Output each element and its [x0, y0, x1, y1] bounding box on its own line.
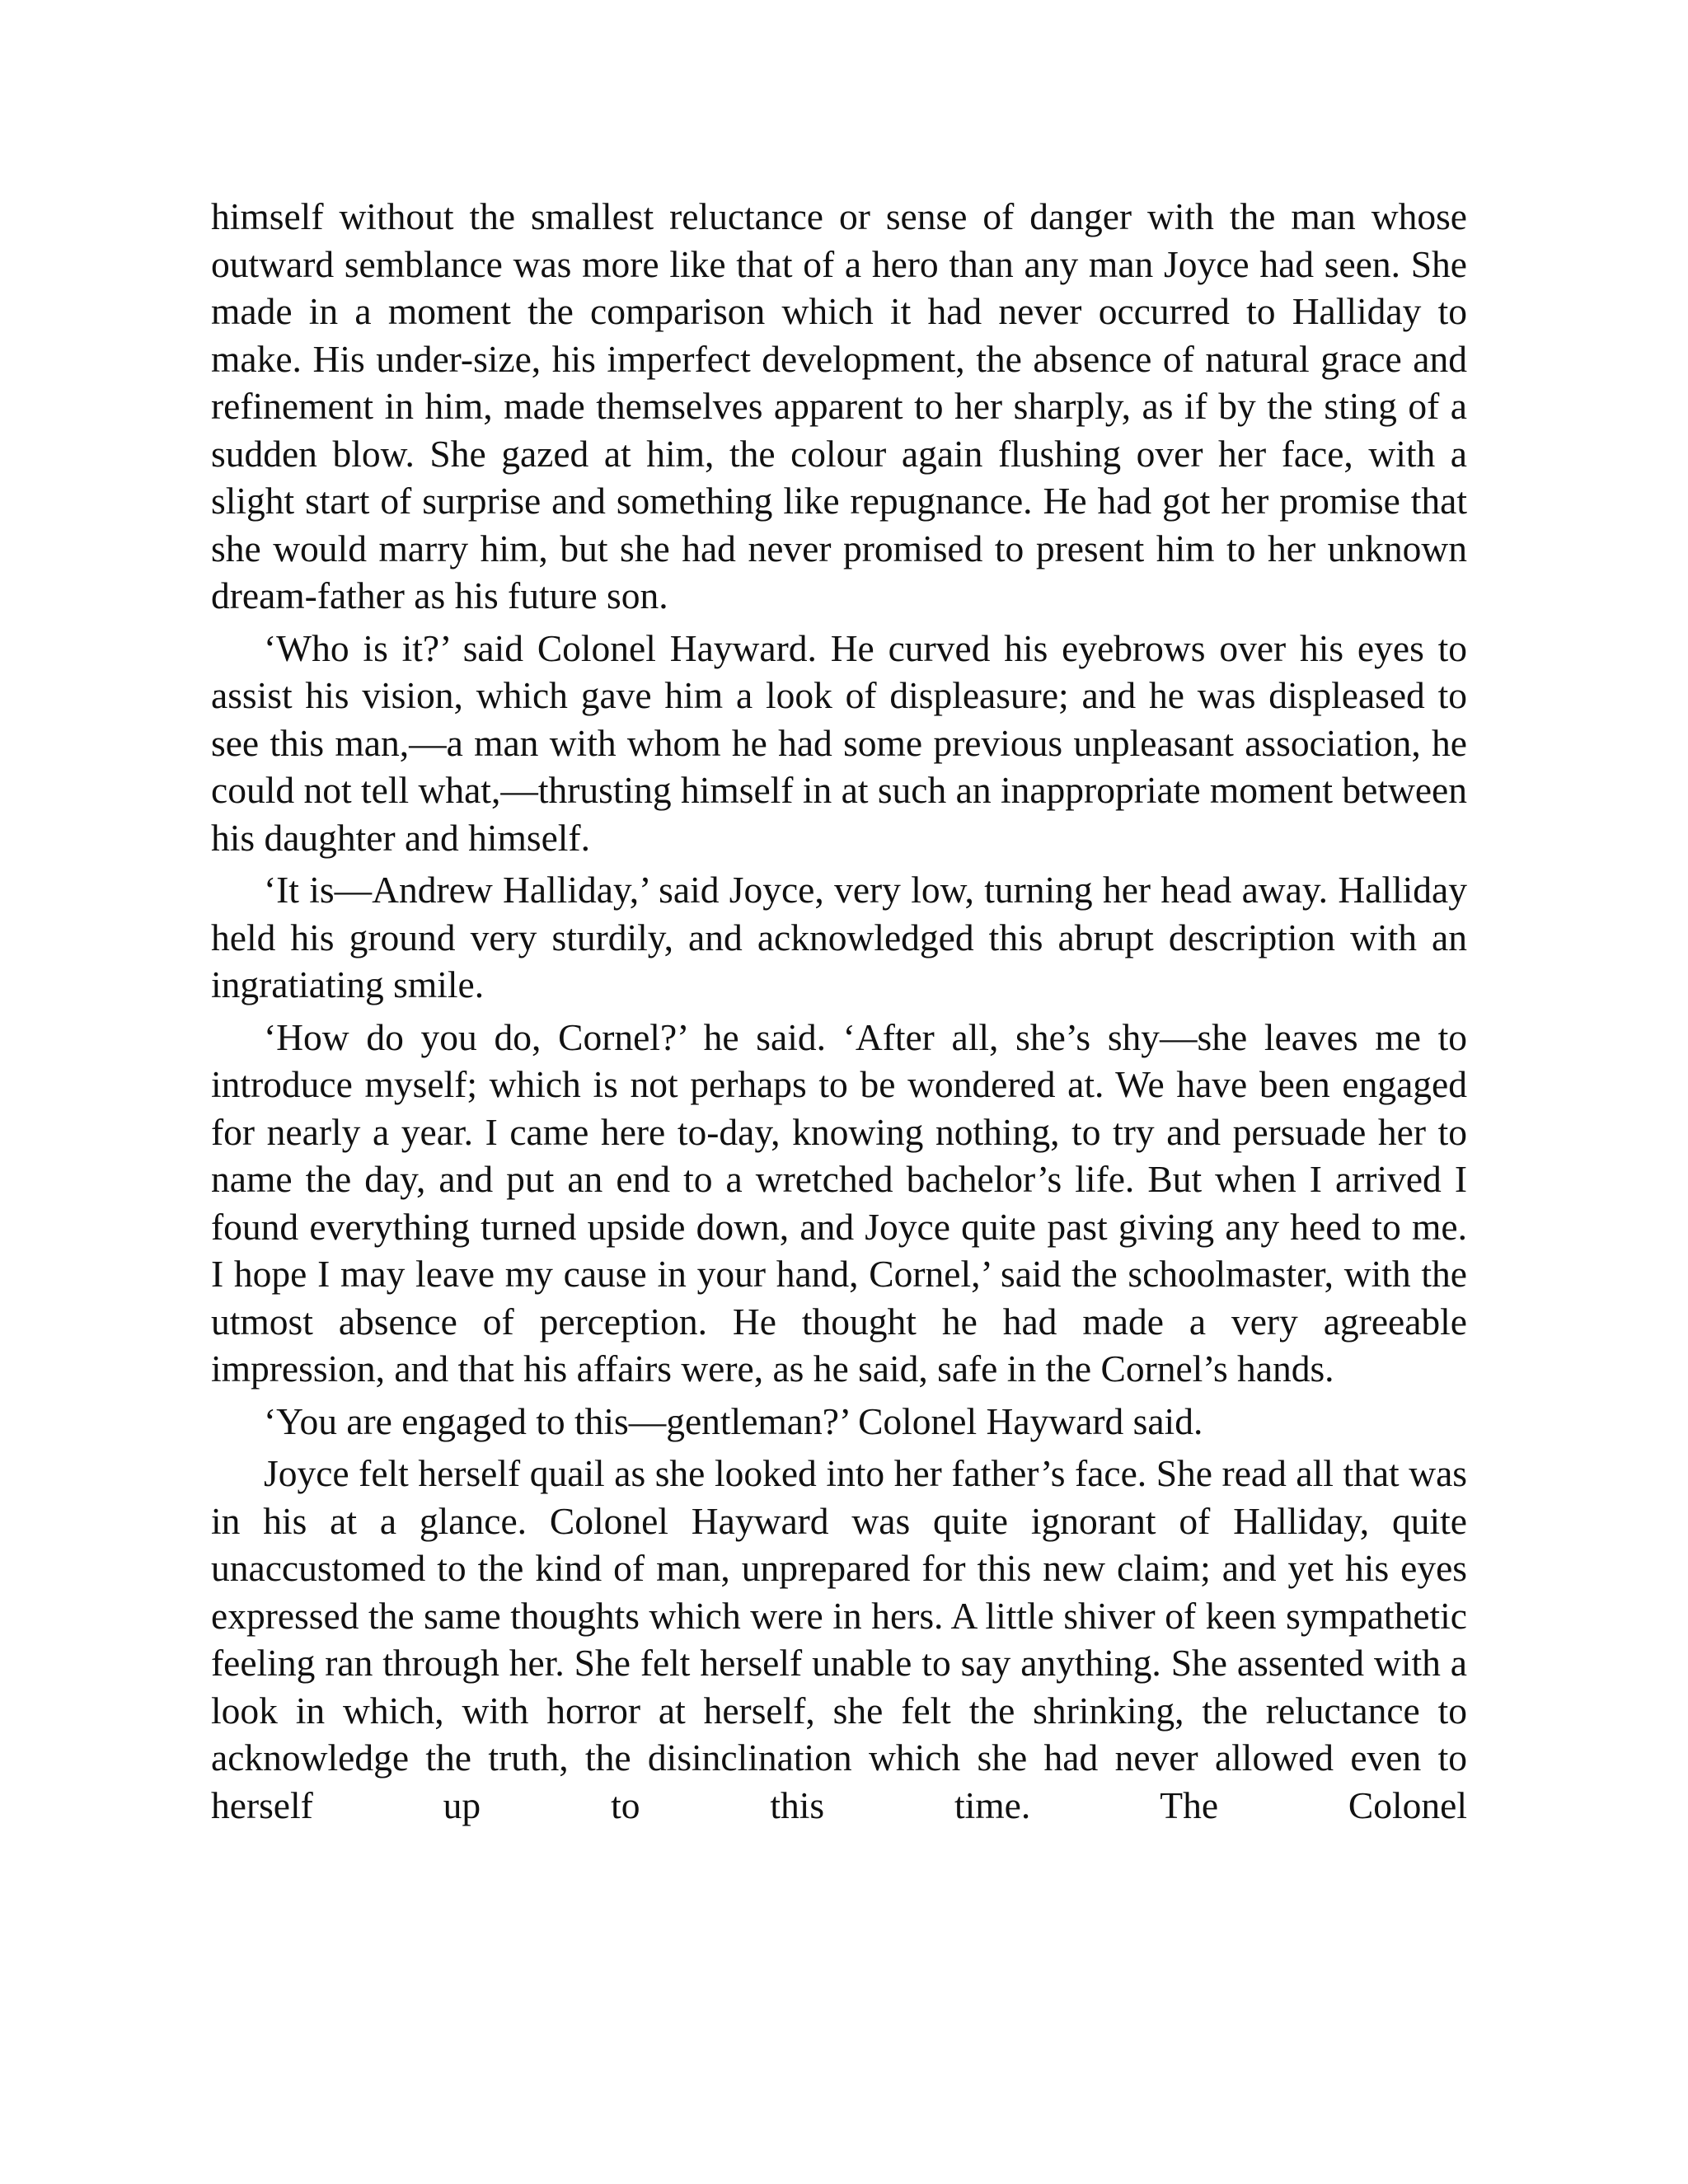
- paragraph-4: ‘How do you do, Cornel?’ he said. ‘After all, she’s shy—she leaves me to introduce myself; which is not perhaps to be wondered at. We have been engaged for nearly a year. I came here to-day, knowing nothing, to try and persuade her to name the day, and put an end to a wretched bachelor’s life. But when I arrived I found everything turned upside down, and Joyce quite past giving any heed to me. I hope I may leave my cause in your hand, Cornel,’ said the schoolmaster, with the utmost absence of perception. He thought he had made a very agreeable impression, and that his affairs were, as he said, safe in the Cornel’s hands.: [211, 1015, 1467, 1390]
- paragraph-6: Joyce felt herself quail as she looked into her father’s face. She read all that was in his at a glance. Colonel Hayward was quite ignorant of Halliday, quite unaccustomed to the kind of man, unprepared for this new claim; and yet his eyes expressed the same thoughts which were in hers. A little shiver of keen sympathetic feeling ran through her. She felt herself unable to say anything. She assented with a look in which, with horror at herself, she felt the shrinking, the reluctance to acknowledge the truth, the disinclination which she had never allowed even to herself up to this time. The Colonel: [211, 1452, 1467, 1826]
- paragraph-5: ‘You are engaged to this—gentleman?’ Colonel Hayward said.: [264, 1399, 1203, 1442]
- paragraph-1: himself without the smallest reluctance or sense of danger with the man whose outward semblance was more like that of a hero than any man Joyce had seen. She made in a moment the comparison which it had never occurred to Halliday to make. His under-size, his imperfect development, the absence of natural grace and refinement in him, made themselves apparent to her sharply, as if by the sting of a sudden blow. She gazed at him, the colour again flushing over her face, with a slight start of surprise and something like repugnance. He had got her promise that she would marry him, but she had never promised to present him to her unknown dream-father as his future son.: [211, 195, 1467, 616]
- page-text: [211, 193, 1467, 1834]
- paragraph-3: ‘It is—Andrew Halliday,’ said Joyce, very low, turning her head away. Halliday held his ground very sturdily, and acknowledged this abrupt description with an ingratiating smile.: [211, 869, 1467, 1005]
- paragraph-2: ‘Who is it?’ said Colonel Hayward. He curved his eyebrows over his eyes to assist his vision, which gave him a look of displeasure; and he was displeased to see this man,—a man with whom he had some previous unpleasant association, he could not tell what,—thrusting himself in at such an inappropriate moment between his daughter and himself.: [211, 626, 1467, 859]
